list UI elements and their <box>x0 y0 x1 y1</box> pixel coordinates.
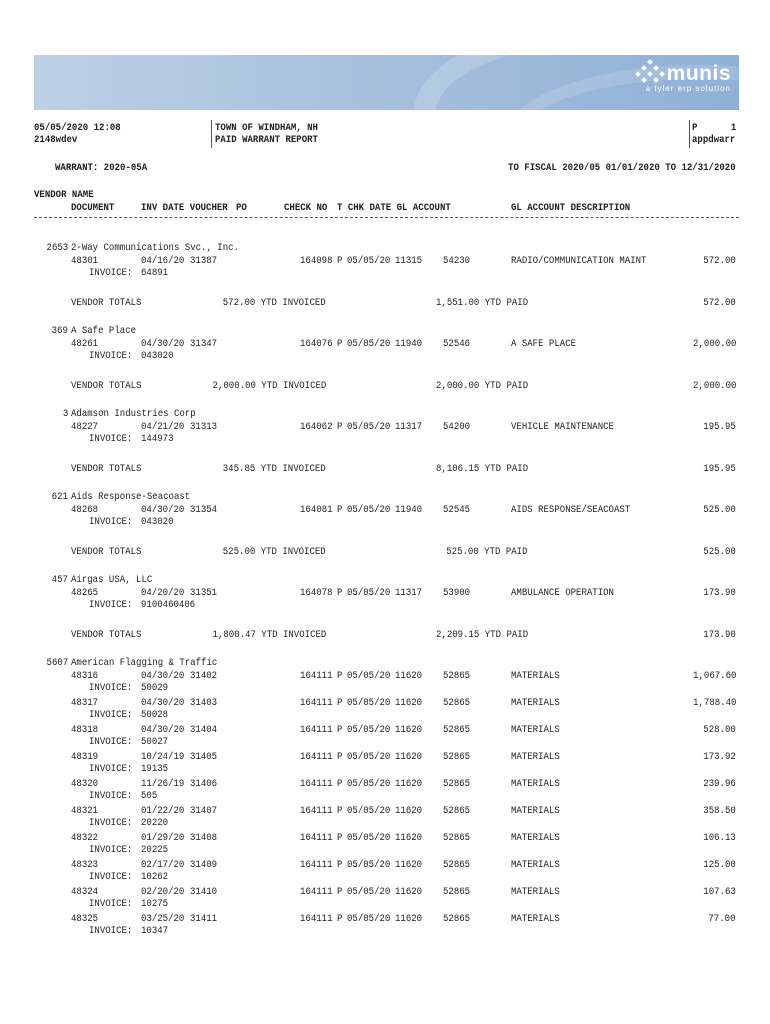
voucher-number: 31406 <box>190 778 218 790</box>
line-amount: 525.00 <box>703 504 736 516</box>
col-po: PO <box>236 202 247 214</box>
gl-description: AIDS RESPONSE/SEACOAST <box>511 504 631 516</box>
invoice-label: INVOICE: <box>89 516 133 528</box>
invoice-number: 9100460406 <box>141 599 196 611</box>
col-chk-date-gl: T CHK DATE GL ACCOUNT <box>337 202 451 214</box>
gl-org: 11317 <box>395 421 423 433</box>
gl-object: 52546 <box>443 338 471 350</box>
gl-object: 52865 <box>443 886 471 898</box>
document-number: 48324 <box>71 886 99 898</box>
gl-description: MATERIALS <box>511 886 560 898</box>
gl-description: RADIO/COMMUNICATION MAINT <box>511 255 647 267</box>
page-number: 1 <box>730 122 736 134</box>
line-amount: 2,000.00 <box>692 338 736 350</box>
invoice-date: 04/21/20 <box>141 421 185 433</box>
check-number: 164078 <box>300 587 333 599</box>
invoice-label: INVOICE: <box>89 790 133 802</box>
invoice-number: 10275 <box>141 898 169 910</box>
gl-org: 11620 <box>395 670 423 682</box>
invoice-label: INVOICE: <box>89 709 133 721</box>
vendor-total-amount: 173.90 <box>703 629 736 641</box>
gl-org: 11620 <box>395 724 423 736</box>
ytd-paid: 1,551.00 YTD PAID <box>435 297 528 309</box>
invoice-label: INVOICE: <box>89 350 133 362</box>
gl-description: MATERIALS <box>511 832 560 844</box>
town-name: TOWN OF WINDHAM, NH <box>215 122 318 134</box>
check-number: 164111 <box>300 670 333 682</box>
line-amount: 106.13 <box>703 832 736 844</box>
gl-description: MATERIALS <box>511 859 560 871</box>
voucher-number: 31402 <box>190 670 218 682</box>
report-user: 2148wdev <box>34 134 78 146</box>
vendor-totals-label: VENDOR TOTALS <box>71 380 142 392</box>
gl-object: 52545 <box>443 504 471 516</box>
vendor-name: Airgas USA, LLC <box>71 574 153 586</box>
gl-object: 52865 <box>443 805 471 817</box>
invoice-number: 50027 <box>141 736 169 748</box>
document-number: 48265 <box>71 587 99 599</box>
munis-logo <box>634 62 731 93</box>
check-date: 05/05/20 <box>347 504 391 516</box>
document-number: 48261 <box>71 338 99 350</box>
check-date: 05/05/20 <box>347 587 391 599</box>
ytd-paid: 8,106.15 YTD PAID <box>435 463 528 475</box>
check-number: 164111 <box>300 886 333 898</box>
gl-object: 52865 <box>443 913 471 925</box>
invoice-number: 505 <box>141 790 158 802</box>
check-date: 05/05/20 <box>347 805 391 817</box>
check-date: 05/05/20 <box>347 670 391 682</box>
line-amount: 195.95 <box>703 421 736 433</box>
check-type: P <box>337 421 343 433</box>
invoice-label: INVOICE: <box>89 763 133 775</box>
voucher-number: 31354 <box>190 504 218 516</box>
invoice-date: 11/26/19 <box>141 778 185 790</box>
check-date: 05/05/20 <box>347 886 391 898</box>
ytd-paid: 2,000.00 YTD PAID <box>435 380 528 392</box>
col-document: DOCUMENT <box>71 202 115 214</box>
warrant-number: WARRANT: 2020-05A <box>55 162 148 174</box>
invoice-date: 01/22/20 <box>141 805 185 817</box>
line-amount: 1,067.60 <box>692 670 736 682</box>
gl-description: MATERIALS <box>511 751 560 763</box>
invoice-number: 144973 <box>141 433 174 445</box>
invoice-date: 04/30/20 <box>141 670 185 682</box>
document-number: 48317 <box>71 697 99 709</box>
check-date: 05/05/20 <box>347 859 391 871</box>
vendor-id: 369 <box>51 325 68 337</box>
gl-object: 52865 <box>443 778 471 790</box>
check-number: 164111 <box>300 832 333 844</box>
gl-org: 11620 <box>395 751 423 763</box>
invoice-date: 04/16/20 <box>141 255 185 267</box>
gl-description: MATERIALS <box>511 670 560 682</box>
line-amount: 125.00 <box>703 859 736 871</box>
invoice-number: 19135 <box>141 763 169 775</box>
invoice-label: INVOICE: <box>89 736 133 748</box>
gl-org: 11620 <box>395 805 423 817</box>
gl-object: 52865 <box>443 832 471 844</box>
invoice-label: INVOICE: <box>89 844 133 856</box>
document-number: 48318 <box>71 724 99 736</box>
header-rule <box>34 217 739 218</box>
check-type: P <box>337 255 343 267</box>
col-gl-description: GL ACCOUNT DESCRIPTION <box>511 202 631 214</box>
vendor-id: 3 <box>62 408 68 420</box>
program-name: appdwarr <box>692 134 736 146</box>
gl-description: MATERIALS <box>511 724 560 736</box>
invoice-date: 04/30/20 <box>141 504 185 516</box>
invoice-date: 04/20/20 <box>141 587 185 599</box>
munis-logo-icon <box>634 63 664 85</box>
invoice-label: INVOICE: <box>89 267 133 279</box>
check-type: P <box>337 587 343 599</box>
invoice-date: 04/30/20 <box>141 338 185 350</box>
gl-org: 11620 <box>395 832 423 844</box>
ytd-invoiced: 572.00 YTD INVOICED <box>223 297 326 309</box>
check-number: 164111 <box>300 751 333 763</box>
gl-object: 54230 <box>443 255 471 267</box>
check-type: P <box>337 913 343 925</box>
voucher-number: 31411 <box>190 913 218 925</box>
gl-object: 53900 <box>443 587 471 599</box>
check-date: 05/05/20 <box>347 255 391 267</box>
gl-object: 54200 <box>443 421 471 433</box>
fiscal-range: TO FISCAL 2020/05 01/01/2020 TO 12/31/2020 <box>508 162 736 174</box>
check-number: 164111 <box>300 778 333 790</box>
vendor-totals-label: VENDOR TOTALS <box>71 546 142 558</box>
invoice-date: 03/25/20 <box>141 913 185 925</box>
vendor-id: 5607 <box>46 657 68 669</box>
vendor-name: Adamson Industries Corp <box>71 408 196 420</box>
page-label: P <box>692 122 698 134</box>
check-number: 164076 <box>300 338 333 350</box>
invoice-label: INVOICE: <box>89 871 133 883</box>
line-amount: 173.90 <box>703 587 736 599</box>
check-number: 164111 <box>300 805 333 817</box>
vendor-totals-label: VENDOR TOTALS <box>71 463 142 475</box>
document-number: 48268 <box>71 504 99 516</box>
check-type: P <box>337 832 343 844</box>
gl-org: 11620 <box>395 778 423 790</box>
line-amount: 173.92 <box>703 751 736 763</box>
vendor-total-amount: 572.00 <box>703 297 736 309</box>
document-number: 48321 <box>71 805 99 817</box>
logo-tagline: a tyler erp solution <box>645 84 731 93</box>
voucher-number: 31405 <box>190 751 218 763</box>
line-amount: 239.96 <box>703 778 736 790</box>
invoice-number: 043020 <box>141 350 174 362</box>
invoice-date: 01/29/20 <box>141 832 185 844</box>
document-number: 48325 <box>71 913 99 925</box>
document-number: 48301 <box>71 255 99 267</box>
report-datetime: 05/05/2020 12:08 <box>34 122 121 134</box>
vendor-total-amount: 525.00 <box>703 546 736 558</box>
ytd-paid: 525.00 YTD PAID <box>446 546 528 558</box>
invoice-date: 04/30/20 <box>141 724 185 736</box>
check-date: 05/05/20 <box>347 724 391 736</box>
gl-org: 11620 <box>395 886 423 898</box>
check-number: 164098 <box>300 255 333 267</box>
invoice-label: INVOICE: <box>89 898 133 910</box>
report-banner <box>34 55 739 110</box>
gl-org: 11620 <box>395 913 423 925</box>
voucher-number: 31404 <box>190 724 218 736</box>
gl-description: MATERIALS <box>511 697 560 709</box>
voucher-number: 31347 <box>190 338 218 350</box>
check-number: 164111 <box>300 859 333 871</box>
vendor-name: 2-Way Communications Svc., Inc. <box>71 242 239 254</box>
line-amount: 77.00 <box>708 913 736 925</box>
invoice-label: INVOICE: <box>89 433 133 445</box>
gl-object: 52865 <box>443 697 471 709</box>
invoice-label: INVOICE: <box>89 817 133 829</box>
header-divider <box>689 120 690 148</box>
document-number: 48320 <box>71 778 99 790</box>
col-inv-date: INV DATE VOUCHER <box>141 202 228 214</box>
check-type: P <box>337 670 343 682</box>
gl-description: A SAFE PLACE <box>511 338 577 350</box>
invoice-date: 02/20/20 <box>141 886 185 898</box>
check-number: 164111 <box>300 697 333 709</box>
ytd-invoiced: 1,800.47 YTD INVOICED <box>212 629 326 641</box>
invoice-number: 10262 <box>141 871 169 883</box>
col-vendor-name: VENDOR NAME <box>34 189 94 201</box>
vendor-id: 2653 <box>46 242 68 254</box>
document-number: 48227 <box>71 421 99 433</box>
voucher-number: 31408 <box>190 832 218 844</box>
invoice-number: 50029 <box>141 682 169 694</box>
gl-object: 52865 <box>443 859 471 871</box>
check-type: P <box>337 697 343 709</box>
gl-description: AMBULANCE OPERATION <box>511 587 614 599</box>
check-type: P <box>337 778 343 790</box>
vendor-totals-label: VENDOR TOTALS <box>71 297 142 309</box>
check-type: P <box>337 859 343 871</box>
logo-word: munis <box>666 62 731 85</box>
invoice-number: 64891 <box>141 267 169 279</box>
check-date: 05/05/20 <box>347 751 391 763</box>
invoice-number: 50028 <box>141 709 169 721</box>
voucher-number: 31403 <box>190 697 218 709</box>
check-number: 164081 <box>300 504 333 516</box>
document-number: 48322 <box>71 832 99 844</box>
gl-description: MATERIALS <box>511 805 560 817</box>
document-number: 48319 <box>71 751 99 763</box>
line-amount: 107.63 <box>703 886 736 898</box>
vendor-total-amount: 195.95 <box>703 463 736 475</box>
check-type: P <box>337 751 343 763</box>
vendor-name: American Flagging & Traffic <box>71 657 218 669</box>
check-date: 05/05/20 <box>347 832 391 844</box>
line-amount: 528.00 <box>703 724 736 736</box>
invoice-date: 10/24/19 <box>141 751 185 763</box>
check-type: P <box>337 338 343 350</box>
check-date: 05/05/20 <box>347 338 391 350</box>
gl-org: 11940 <box>395 338 423 350</box>
ytd-invoiced: 525.00 YTD INVOICED <box>223 546 326 558</box>
vendor-total-amount: 2,000.00 <box>692 380 736 392</box>
ytd-invoiced: 345.85 YTD INVOICED <box>223 463 326 475</box>
vendor-id: 457 <box>51 574 68 586</box>
invoice-date: 02/17/20 <box>141 859 185 871</box>
invoice-number: 043020 <box>141 516 174 528</box>
voucher-number: 31313 <box>190 421 218 433</box>
check-date: 05/05/20 <box>347 778 391 790</box>
voucher-number: 31387 <box>190 255 218 267</box>
check-type: P <box>337 805 343 817</box>
header-divider <box>211 120 212 148</box>
vendor-totals-label: VENDOR TOTALS <box>71 629 142 641</box>
check-number: 164111 <box>300 913 333 925</box>
vendor-name: Aids Response-Seacoast <box>71 491 191 503</box>
ytd-paid: 2,209.15 YTD PAID <box>435 629 528 641</box>
invoice-label: INVOICE: <box>89 682 133 694</box>
invoice-date: 04/30/20 <box>141 697 185 709</box>
check-number: 164111 <box>300 724 333 736</box>
voucher-number: 31409 <box>190 859 218 871</box>
gl-description: MATERIALS <box>511 913 560 925</box>
col-check-no: CHECK NO <box>284 202 328 214</box>
report-title: PAID WARRANT REPORT <box>215 134 318 146</box>
gl-object: 52865 <box>443 670 471 682</box>
line-amount: 572.00 <box>703 255 736 267</box>
invoice-number: 20225 <box>141 844 169 856</box>
check-date: 05/05/20 <box>347 913 391 925</box>
gl-org: 11315 <box>395 255 423 267</box>
document-number: 48316 <box>71 670 99 682</box>
document-number: 48323 <box>71 859 99 871</box>
invoice-number: 10347 <box>141 925 169 937</box>
check-type: P <box>337 724 343 736</box>
voucher-number: 31351 <box>190 587 218 599</box>
gl-description: VEHICLE MAINTENANCE <box>511 421 614 433</box>
check-type: P <box>337 886 343 898</box>
invoice-number: 20220 <box>141 817 169 829</box>
voucher-number: 31410 <box>190 886 218 898</box>
gl-description: MATERIALS <box>511 778 560 790</box>
gl-object: 52865 <box>443 724 471 736</box>
check-number: 164062 <box>300 421 333 433</box>
vendor-id: 621 <box>51 491 68 503</box>
check-date: 05/05/20 <box>347 697 391 709</box>
check-date: 05/05/20 <box>347 421 391 433</box>
vendor-name: A Safe Place <box>71 325 137 337</box>
ytd-invoiced: 2,000.00 YTD INVOICED <box>212 380 326 392</box>
gl-org: 11317 <box>395 587 423 599</box>
voucher-number: 31407 <box>190 805 218 817</box>
line-amount: 1,788.40 <box>692 697 736 709</box>
gl-org: 11620 <box>395 859 423 871</box>
check-type: P <box>337 504 343 516</box>
line-amount: 358.50 <box>703 805 736 817</box>
gl-org: 11620 <box>395 697 423 709</box>
gl-object: 52865 <box>443 751 471 763</box>
gl-org: 11940 <box>395 504 423 516</box>
invoice-label: INVOICE: <box>89 599 133 611</box>
invoice-label: INVOICE: <box>89 925 133 937</box>
